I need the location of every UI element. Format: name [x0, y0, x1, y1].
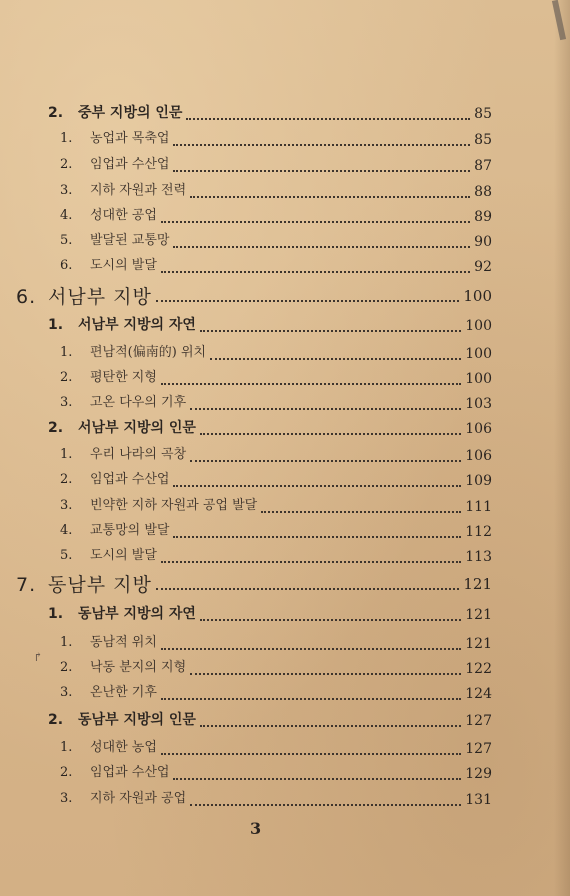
toc-entry-title: 지하 자원과 전력 — [90, 183, 187, 198]
toc-entry-number: 2. — [60, 765, 73, 780]
toc-entry[interactable] — [0, 178, 570, 204]
toc-entry-number: 1. — [60, 740, 73, 755]
dot-leader — [173, 536, 461, 538]
toc-entry-title: 동남부 지방 — [48, 574, 152, 596]
toc-entry[interactable] — [0, 493, 570, 519]
toc-entry-title: 동남부 지방의 자연 — [78, 606, 196, 622]
toc-entry-number: 3. — [60, 685, 73, 700]
toc-entry-title: 도시의 발달 — [90, 258, 157, 273]
toc-entry-page: 124 — [465, 686, 492, 702]
toc-entry-page: 92 — [474, 259, 492, 275]
pencil-mark-icon: ↱ — [33, 650, 44, 664]
toc-entry-page: 121 — [465, 607, 492, 623]
dot-leader — [261, 511, 461, 513]
toc-entry-page: 106 — [465, 421, 492, 437]
toc-entry-page: 100 — [465, 371, 492, 387]
toc-entry-number: 1. — [48, 317, 64, 333]
toc-entry-page: 100 — [465, 318, 492, 334]
dot-leader — [161, 753, 461, 755]
toc-entry-number: 4. — [60, 523, 73, 538]
page-number: 3 — [250, 819, 262, 838]
toc-entry-number: 3. — [60, 183, 73, 198]
dot-leader — [200, 433, 461, 435]
toc-entry[interactable] — [0, 518, 570, 544]
toc-entry-title: 낙동 분지의 지형 — [90, 660, 187, 675]
toc-entry-title: 임업과 수산업 — [90, 472, 170, 487]
toc-entry-page: 112 — [465, 524, 492, 540]
dot-leader — [173, 246, 470, 248]
dot-leader — [210, 358, 461, 360]
toc-entry-page: 131 — [465, 792, 492, 808]
toc-entry[interactable] — [0, 228, 570, 254]
dot-leader — [161, 648, 461, 650]
toc-entry-number: 4. — [60, 208, 73, 223]
toc-entry-page: 109 — [465, 473, 492, 489]
toc-entry[interactable] — [0, 680, 570, 706]
toc-entry-title: 우리 나라의 곡창 — [90, 447, 187, 462]
dot-leader — [173, 170, 470, 172]
toc-entry-page: 90 — [474, 234, 492, 250]
toc-entry-title: 고온 다우의 기후 — [90, 395, 187, 410]
toc-entry[interactable] — [0, 572, 570, 598]
dot-leader — [156, 588, 459, 590]
toc-entry[interactable] — [0, 655, 570, 681]
toc-entry-page: 121 — [465, 636, 492, 652]
toc-entry-number: 3. — [60, 498, 73, 513]
toc-entry-page: 106 — [465, 448, 492, 464]
toc-entry-title: 편남적(偏南的) 위치 — [90, 345, 207, 360]
toc-entry[interactable] — [0, 126, 570, 152]
toc-entry-number: 6. — [16, 286, 37, 308]
toc-entry-number: 1. — [60, 635, 73, 650]
toc-entry[interactable] — [0, 152, 570, 178]
toc-entry[interactable] — [0, 253, 570, 279]
toc-entry-number: 2. — [60, 157, 73, 172]
toc-entry-page: 100 — [465, 346, 492, 362]
dot-leader — [190, 673, 461, 675]
toc-entry-title: 발달된 교통망 — [90, 233, 170, 248]
toc-entry-number: 3. — [60, 791, 73, 806]
toc-entry-number: 5. — [60, 548, 73, 563]
toc-entry[interactable] — [0, 365, 570, 391]
dot-leader — [161, 561, 461, 563]
toc-entry-title: 서남부 지방의 자연 — [78, 317, 196, 333]
toc-entry[interactable] — [0, 100, 570, 126]
toc-entry-number: 2. — [48, 105, 64, 121]
toc-entry[interactable] — [0, 760, 570, 786]
dot-leader — [173, 485, 461, 487]
toc-entry-number: 2. — [48, 420, 64, 436]
toc-entry[interactable] — [0, 390, 570, 416]
dot-leader — [161, 383, 461, 385]
dot-leader — [190, 196, 470, 198]
toc-entry-page: 85 — [474, 132, 492, 148]
dot-leader — [200, 725, 461, 727]
toc-entry-page: 127 — [465, 741, 492, 757]
toc-entry-page: 129 — [465, 766, 492, 782]
toc-entry-page: 121 — [463, 575, 492, 593]
toc-entry-page: 89 — [474, 209, 492, 225]
toc-entry-title: 서남부 지방 — [48, 286, 152, 308]
toc-entry[interactable] — [0, 601, 570, 627]
dot-leader — [200, 619, 461, 621]
toc-entry-title: 도시의 발달 — [90, 548, 157, 563]
toc-entry-page: 100 — [463, 287, 492, 305]
toc-entry-number: 7. — [16, 574, 37, 596]
toc-entry-title: 평탄한 지형 — [90, 370, 157, 385]
toc-entry[interactable] — [0, 630, 570, 656]
toc-entry-number: 2. — [60, 370, 73, 385]
toc-entry-number: 1. — [60, 131, 73, 146]
dot-leader — [186, 118, 470, 120]
dot-leader — [200, 330, 461, 332]
toc-entry-number: 1. — [60, 447, 73, 462]
toc-entry[interactable] — [0, 312, 570, 338]
toc-entry[interactable] — [0, 735, 570, 761]
toc-entry-page: 103 — [465, 396, 492, 412]
toc-entry-number: 1. — [48, 606, 64, 622]
dot-leader — [161, 221, 470, 223]
toc-entry-number: 1. — [60, 345, 73, 360]
toc-entry[interactable] — [0, 786, 570, 812]
dot-leader — [190, 804, 461, 806]
toc-entry-page: 127 — [465, 713, 492, 729]
toc-entry-number: 2. — [60, 660, 73, 675]
dot-leader — [190, 460, 461, 462]
toc-entry-number: 3. — [60, 395, 73, 410]
dot-leader — [173, 778, 461, 780]
toc-entry-page: 88 — [474, 184, 492, 200]
toc-entry-title: 농업과 목축업 — [90, 131, 170, 146]
toc-entry-number: 5. — [60, 233, 73, 248]
toc-entry[interactable] — [0, 442, 570, 468]
toc-entry-title: 임업과 수산업 — [90, 765, 170, 780]
toc-entry[interactable] — [0, 203, 570, 229]
toc-entry-page: 111 — [465, 499, 492, 515]
toc-entry[interactable] — [0, 467, 570, 493]
toc-entry-page: 113 — [465, 549, 492, 565]
toc-entry-title: 서남부 지방의 인문 — [78, 420, 196, 436]
toc-entry[interactable] — [0, 415, 570, 441]
toc-entry-title: 성대한 공업 — [90, 208, 157, 223]
toc-entry-page: 122 — [465, 661, 492, 677]
toc-entry-title: 빈약한 지하 자원과 공업 발달 — [90, 498, 258, 513]
toc-entry[interactable] — [0, 707, 570, 733]
dot-leader — [156, 300, 459, 302]
toc-entry-title: 동남부 지방의 인문 — [78, 712, 196, 728]
toc-entry-page: 87 — [474, 158, 492, 174]
toc-entry-title: 동남적 위치 — [90, 635, 157, 650]
toc-entry-title: 교통망의 발달 — [90, 523, 170, 538]
dot-leader — [173, 144, 470, 146]
toc-entry-title: 중부 지방의 인문 — [78, 105, 183, 121]
dot-leader — [190, 408, 461, 410]
toc-entry[interactable] — [0, 543, 570, 569]
dot-leader — [161, 271, 470, 273]
toc-entry[interactable] — [0, 340, 570, 366]
toc-entry-number: 2. — [48, 712, 64, 728]
toc-entry-page: 85 — [474, 106, 492, 122]
toc-entry-number: 2. — [60, 472, 73, 487]
toc-entry-number: 6. — [60, 258, 73, 273]
dot-leader — [161, 698, 461, 700]
toc-entry-title: 온난한 기후 — [90, 685, 157, 700]
toc-entry-title: 지하 자원과 공업 — [90, 791, 187, 806]
toc-entry-title: 임업과 수산업 — [90, 157, 170, 172]
toc-entry-title: 성대한 농업 — [90, 740, 157, 755]
toc-entry[interactable] — [0, 284, 570, 310]
